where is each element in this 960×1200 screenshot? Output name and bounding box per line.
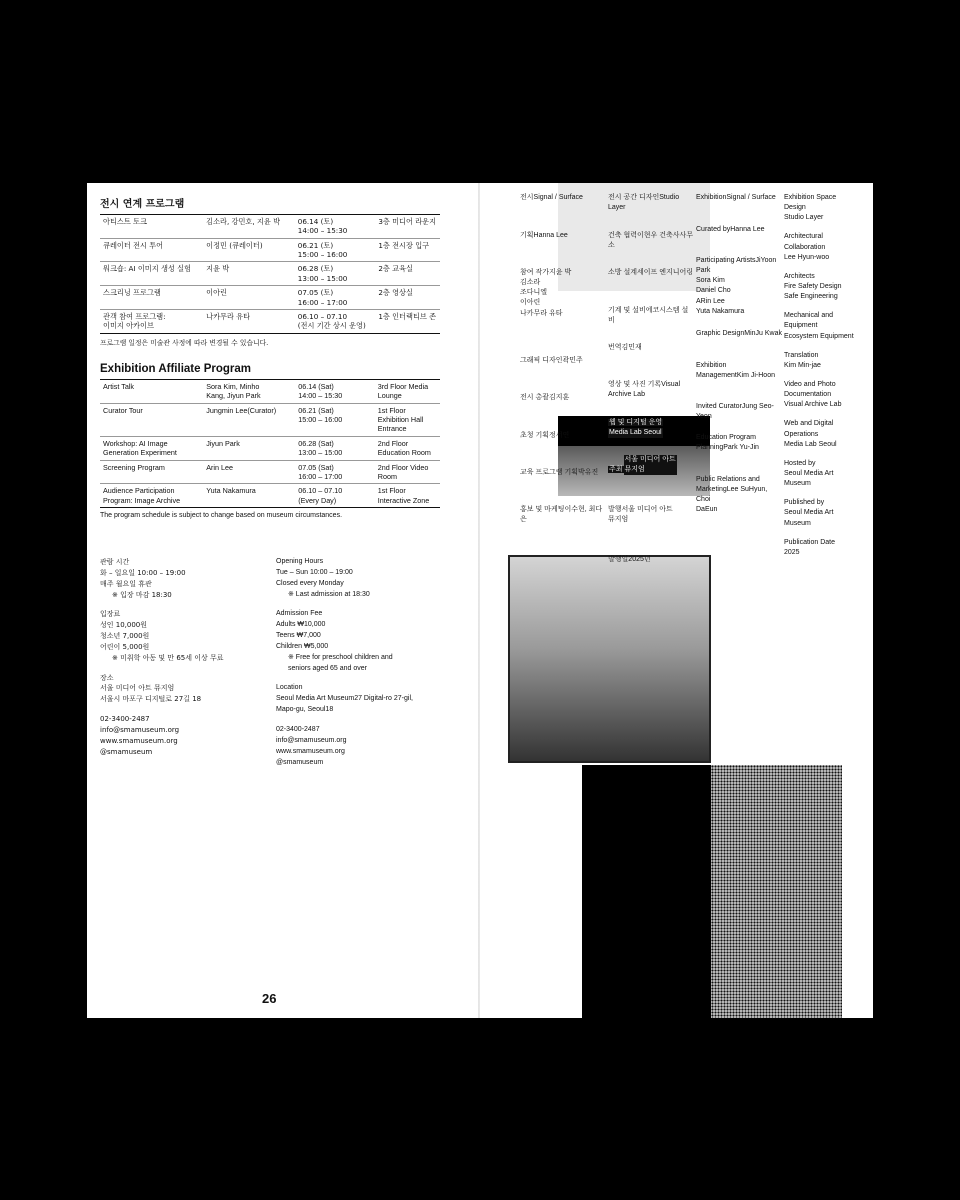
info-line: Location <box>276 684 303 692</box>
info-line: 서울시 마포구 디지털로 27길 18 <box>100 695 202 704</box>
credit-item: Mechanical and Equipment Ecosystem Equipment <box>784 312 854 340</box>
credit-value: 서울 미디어 아트 뮤지엄 <box>624 455 677 475</box>
table-cell: Artist Talk <box>100 380 203 404</box>
table-cell: 06.21 (토) 15:00 – 16:00 <box>295 238 376 262</box>
credit-label: Public Relations and Marketing <box>696 476 760 494</box>
credit-entry <box>520 468 606 478</box>
credit-label: 소방 설계 <box>608 269 637 276</box>
spacer <box>100 664 270 673</box>
table-row <box>100 403 440 436</box>
credit-entry <box>608 455 694 475</box>
info-line: 어린이 5,000원 <box>100 642 150 651</box>
credit-value: 2025년 <box>628 556 651 563</box>
right-page <box>480 183 873 1018</box>
credit-item: Published by Seoul Media Art Museum <box>784 499 834 527</box>
credit-label: Curated by <box>696 226 731 233</box>
info-line: info@smamuseum.org <box>100 725 180 734</box>
credit-entry <box>696 329 782 339</box>
credit-value: Kim Ji-Hoon <box>736 372 775 380</box>
left-page <box>87 183 480 1018</box>
table-cell: Yuta Nakamura <box>203 484 295 508</box>
credit-entry <box>520 431 606 441</box>
en-program-section <box>100 363 440 519</box>
spacer <box>276 674 476 683</box>
table-cell: 2nd Floor Video Room <box>375 460 440 484</box>
table-cell: 3rd Floor Media Lounge <box>375 380 440 404</box>
credit-label: 건축 협력 <box>608 232 637 239</box>
credit-value: 김민재 <box>621 344 642 351</box>
info-line: Adults ₩10,000 <box>276 621 326 629</box>
credit-entry <box>608 418 694 438</box>
credit-label: 기계 및 설비 <box>608 307 646 314</box>
credit-entry <box>696 256 782 317</box>
table-cell: 1층 전시장 입구 <box>375 238 440 262</box>
table-cell: 아티스트 토크 <box>100 215 203 239</box>
table-cell: Audience Participation Program: Image Archive <box>100 484 203 508</box>
credit-entry <box>696 475 782 516</box>
credit-entry <box>520 231 606 241</box>
table-cell: Jiyun Park <box>203 436 295 460</box>
table-cell: 07.05 (Sat) 16:00 – 17:00 <box>295 460 375 484</box>
info-line: info@smamuseum.org <box>276 736 347 744</box>
en-program-table <box>100 379 440 508</box>
info-line: ※ 입장 마감 18:30 <box>112 590 172 599</box>
credit-value: Lee SuHyun, Choi DaEun <box>696 486 768 514</box>
credit-label: 번역 <box>608 344 622 351</box>
credit-entry <box>696 361 782 381</box>
credit-label: 전시 총괄 <box>520 394 549 401</box>
credit-label: 전시 <box>520 194 534 201</box>
credit-entry <box>608 193 694 213</box>
gradient-image <box>508 555 711 763</box>
table-cell: 2nd Floor Education Room <box>375 436 440 460</box>
halftone-image <box>711 765 842 1018</box>
info-line: @smamuseum <box>100 747 153 756</box>
table-cell: Curator Tour <box>100 403 203 436</box>
table-cell: 1st Floor Interactive Zone <box>375 484 440 508</box>
credit-entry <box>608 306 694 326</box>
table-cell: 나카무라 유타 <box>203 309 295 333</box>
table-cell: 06.28 (토) 13:00 – 15:00 <box>295 262 376 286</box>
table-row <box>100 436 440 460</box>
black-block <box>582 765 712 1018</box>
credit-item: Video and Photo Documentation Visual Archive Lab <box>784 380 842 409</box>
kr-schedule-note: 프로그램 일정은 미술관 사정에 따라 변경될 수 있습니다. <box>100 338 269 347</box>
credit-value: Jung Seo-Yeon <box>696 403 774 421</box>
credit-item: Exhibition Space Design Studio Layer <box>784 194 837 222</box>
credit-value: Signal / Surface <box>726 194 776 201</box>
table-cell: Arin Lee <box>203 460 295 484</box>
table-cell: 06.14 (Sat) 14:00 – 15:30 <box>295 380 375 404</box>
credit-value: 박유진 <box>578 469 599 476</box>
kr-program-section <box>100 195 440 347</box>
table-cell: 1층 인터랙티브 존 <box>375 309 440 333</box>
credit-value: 김지훈 <box>549 394 570 401</box>
info-line: Admission Fee <box>276 610 323 618</box>
credit-entry <box>520 268 606 319</box>
credit-label: Education Program Planning <box>696 434 756 452</box>
credit-value: Media Lab Seoul <box>608 428 663 438</box>
info-line: 성인 10,000원 <box>100 621 148 630</box>
table-cell: 김소라, 강민호, 지윤 박 <box>203 215 295 239</box>
credit-item: Translation Kim Min-jae <box>784 351 821 369</box>
table-cell: 큐레이터 전시 투어 <box>100 238 203 262</box>
credit-entry <box>608 555 694 565</box>
table-cell: 이아린 <box>203 286 295 310</box>
credit-label: 웹 및 디지털 운영 <box>609 419 663 426</box>
credit-entry <box>608 343 694 353</box>
credit-label: 참여 작가 <box>520 269 549 276</box>
table-cell: 06.28 (Sat) 13:00 – 15:00 <box>295 436 375 460</box>
page-number: 26 <box>262 991 277 1006</box>
credit-label: 초청 기획 <box>520 432 549 439</box>
credit-value: Hanna Lee <box>730 226 765 233</box>
table-cell: 워크숍: AI 이미지 생성 실험 <box>100 262 203 286</box>
table-cell: 지윤 박 <box>203 262 295 286</box>
table-cell: 1st Floor Exhibition Hall Entrance <box>375 403 440 436</box>
info-line: 화 – 일요일 10:00 – 19:00 <box>100 568 186 577</box>
credit-entry <box>608 380 694 400</box>
credit-entry <box>520 356 606 366</box>
table-row <box>100 460 440 484</box>
en-schedule-note: The program schedule is subject to change based on museum circumstances. <box>100 511 343 519</box>
en-program-title: Exhibition Affiliate Program <box>100 363 252 375</box>
table-cell: 06.10 – 07.10 (Every Day) <box>295 484 375 508</box>
credit-label: 그래픽 디자인 <box>520 357 563 364</box>
credit-entry <box>520 193 606 203</box>
info-line: Seoul Media Art Museum27 Digital-ro 27-gil, Mapo-gu, Seoul18 <box>276 695 413 714</box>
credit-label: Graphic Design <box>696 330 745 337</box>
credit-value: 지윤 박 김소라 조다니엘 이아린 나카무라 유타 <box>520 269 572 317</box>
credit-label: 기획 <box>520 232 534 239</box>
credit-label: 전시 공간 디자인 <box>608 194 660 201</box>
info-line: 청소년 7,000원 <box>100 632 150 641</box>
credit-label: Exhibition <box>696 194 727 201</box>
table-cell: 이정민 (큐레이터) <box>203 238 295 262</box>
table-cell: 관객 참여 프로그램: 이미지 아카이브 <box>100 309 203 333</box>
info-line: @smamuseum <box>276 758 324 766</box>
info-line: 입장료 <box>100 610 121 619</box>
kr-program-table <box>100 214 440 334</box>
table-row <box>100 380 440 404</box>
table-cell: 06.14 (토) 14:00 – 15:30 <box>295 215 376 239</box>
credit-label: Invited Curator <box>696 403 742 410</box>
table-row <box>100 262 440 286</box>
table-cell: 06.10 – 07.10 (전시 기간 상시 운영) <box>295 309 376 333</box>
spacer <box>276 716 476 725</box>
credit-value: 이현우 건축사사무소 <box>608 232 694 250</box>
table-cell: Sora Kim, Minho Kang, Jiyun Park <box>203 380 295 404</box>
en-visitor-info <box>276 557 476 768</box>
table-row <box>100 215 440 239</box>
info-line: Closed every Monday <box>276 579 344 587</box>
credit-item: Hosted by Seoul Media Art Museum <box>784 459 834 488</box>
credit-value: Hanna Lee <box>533 232 568 239</box>
info-line: ※ Free for preschool children and seniors aged 65 and over <box>288 653 393 672</box>
spacer <box>100 705 270 714</box>
table-cell: 3층 미디어 라운지 <box>375 215 440 239</box>
credit-label: 교육 프로그램 기획 <box>520 469 578 476</box>
credit-entry <box>696 433 782 453</box>
credit-label: 주최 <box>609 466 623 474</box>
credit-item: Architectural Collaboration Lee Hyun-woo <box>784 233 830 261</box>
table-row <box>100 484 440 508</box>
credit-value: JiYoon Park Sora Kim Daniel Cho ARin Lee Yuta Nakamura <box>696 257 777 315</box>
credit-value: 세이프 엔지니어링 <box>637 269 694 276</box>
info-line: ※ 미취학 아동 및 만 65세 이상 무료 <box>112 653 224 662</box>
credit-label: 발행 <box>608 506 622 513</box>
table-cell: Jungmin Lee(Curator) <box>203 403 295 436</box>
credit-value: Park Yu-Jin <box>723 444 759 452</box>
info-line: ※ Last admission at 18:30 <box>288 590 370 598</box>
kr-visitor-info <box>100 557 270 758</box>
credit-value: Studio Layer <box>608 194 680 212</box>
table-row <box>100 238 440 262</box>
credit-entry <box>696 402 782 422</box>
credit-value: Visual Archive Lab <box>608 381 681 399</box>
info-line: www.smamuseum.org <box>100 736 178 745</box>
credit-entry <box>696 225 782 235</box>
credit-entry <box>608 231 694 251</box>
credit-label: 발행일 <box>608 556 629 563</box>
credit-label: 영상 및 사진 기록 <box>608 381 662 388</box>
info-line: www.smamuseum.org <box>276 747 345 755</box>
info-line: 서울 미디어 아트 뮤지엄 <box>100 684 175 693</box>
credit-value: 이수현, 최다은 <box>520 506 603 524</box>
credit-item: Publication Date 2025 <box>784 538 835 556</box>
credit-value: 정서연 <box>549 432 570 439</box>
credit-label: Exhibition Management <box>696 362 737 380</box>
credit-label: 홍보 및 마케팅 <box>520 506 565 513</box>
table-cell: Screening Program <box>100 460 203 484</box>
credit-value: 서울 미디어 아트 뮤지엄 <box>608 506 673 524</box>
table-cell: 스크리닝 프로그램 <box>100 286 203 310</box>
info-line: Tue – Sun 10:00 – 19:00 <box>276 568 353 576</box>
table-row <box>100 309 440 333</box>
info-line: 매주 월요일 휴관 <box>100 579 152 588</box>
info-line: Teens ₩7,000 <box>276 632 321 640</box>
credit-entry <box>520 393 606 403</box>
spacer <box>276 600 476 609</box>
kr-program-title: 전시 연계 프로그램 <box>100 199 185 210</box>
credit-value: 곽민주 <box>562 357 583 364</box>
table-cell: 07.05 (토) 16:00 – 17:00 <box>295 286 376 310</box>
credit-entry <box>520 505 606 525</box>
credits-en-col4 <box>784 193 874 567</box>
table-cell: 2층 교육실 <box>375 262 440 286</box>
info-line: 장소 <box>100 673 114 682</box>
table-cell: 06.21 (Sat) 15:00 – 16:00 <box>295 403 375 436</box>
credit-value: 에코시스템 설비 <box>608 307 689 325</box>
table-cell: Workshop: AI Image Generation Experiment <box>100 436 203 460</box>
info-line: Children ₩5,000 <box>276 642 329 650</box>
credit-item: Architects Fire Safety Design Safe Engineering <box>784 272 842 301</box>
credit-value: Signal / Surface <box>533 194 583 201</box>
credit-item: Web and Digital Operations Media Lab Seoul <box>784 420 837 448</box>
credit-entry <box>608 505 694 525</box>
credit-entry <box>696 193 782 203</box>
info-line: 02-3400-2487 <box>276 725 320 733</box>
info-line: 02-3400-2487 <box>100 715 150 724</box>
credit-value: MinJu Kwak <box>744 330 782 337</box>
spacer <box>100 600 270 609</box>
credit-label: Participating Artists <box>696 257 756 264</box>
info-line: Opening Hours <box>276 558 324 565</box>
info-line: 관람 시간 <box>100 558 130 566</box>
table-row <box>100 286 440 310</box>
table-cell: 2층 영상실 <box>375 286 440 310</box>
credit-entry <box>608 268 694 278</box>
